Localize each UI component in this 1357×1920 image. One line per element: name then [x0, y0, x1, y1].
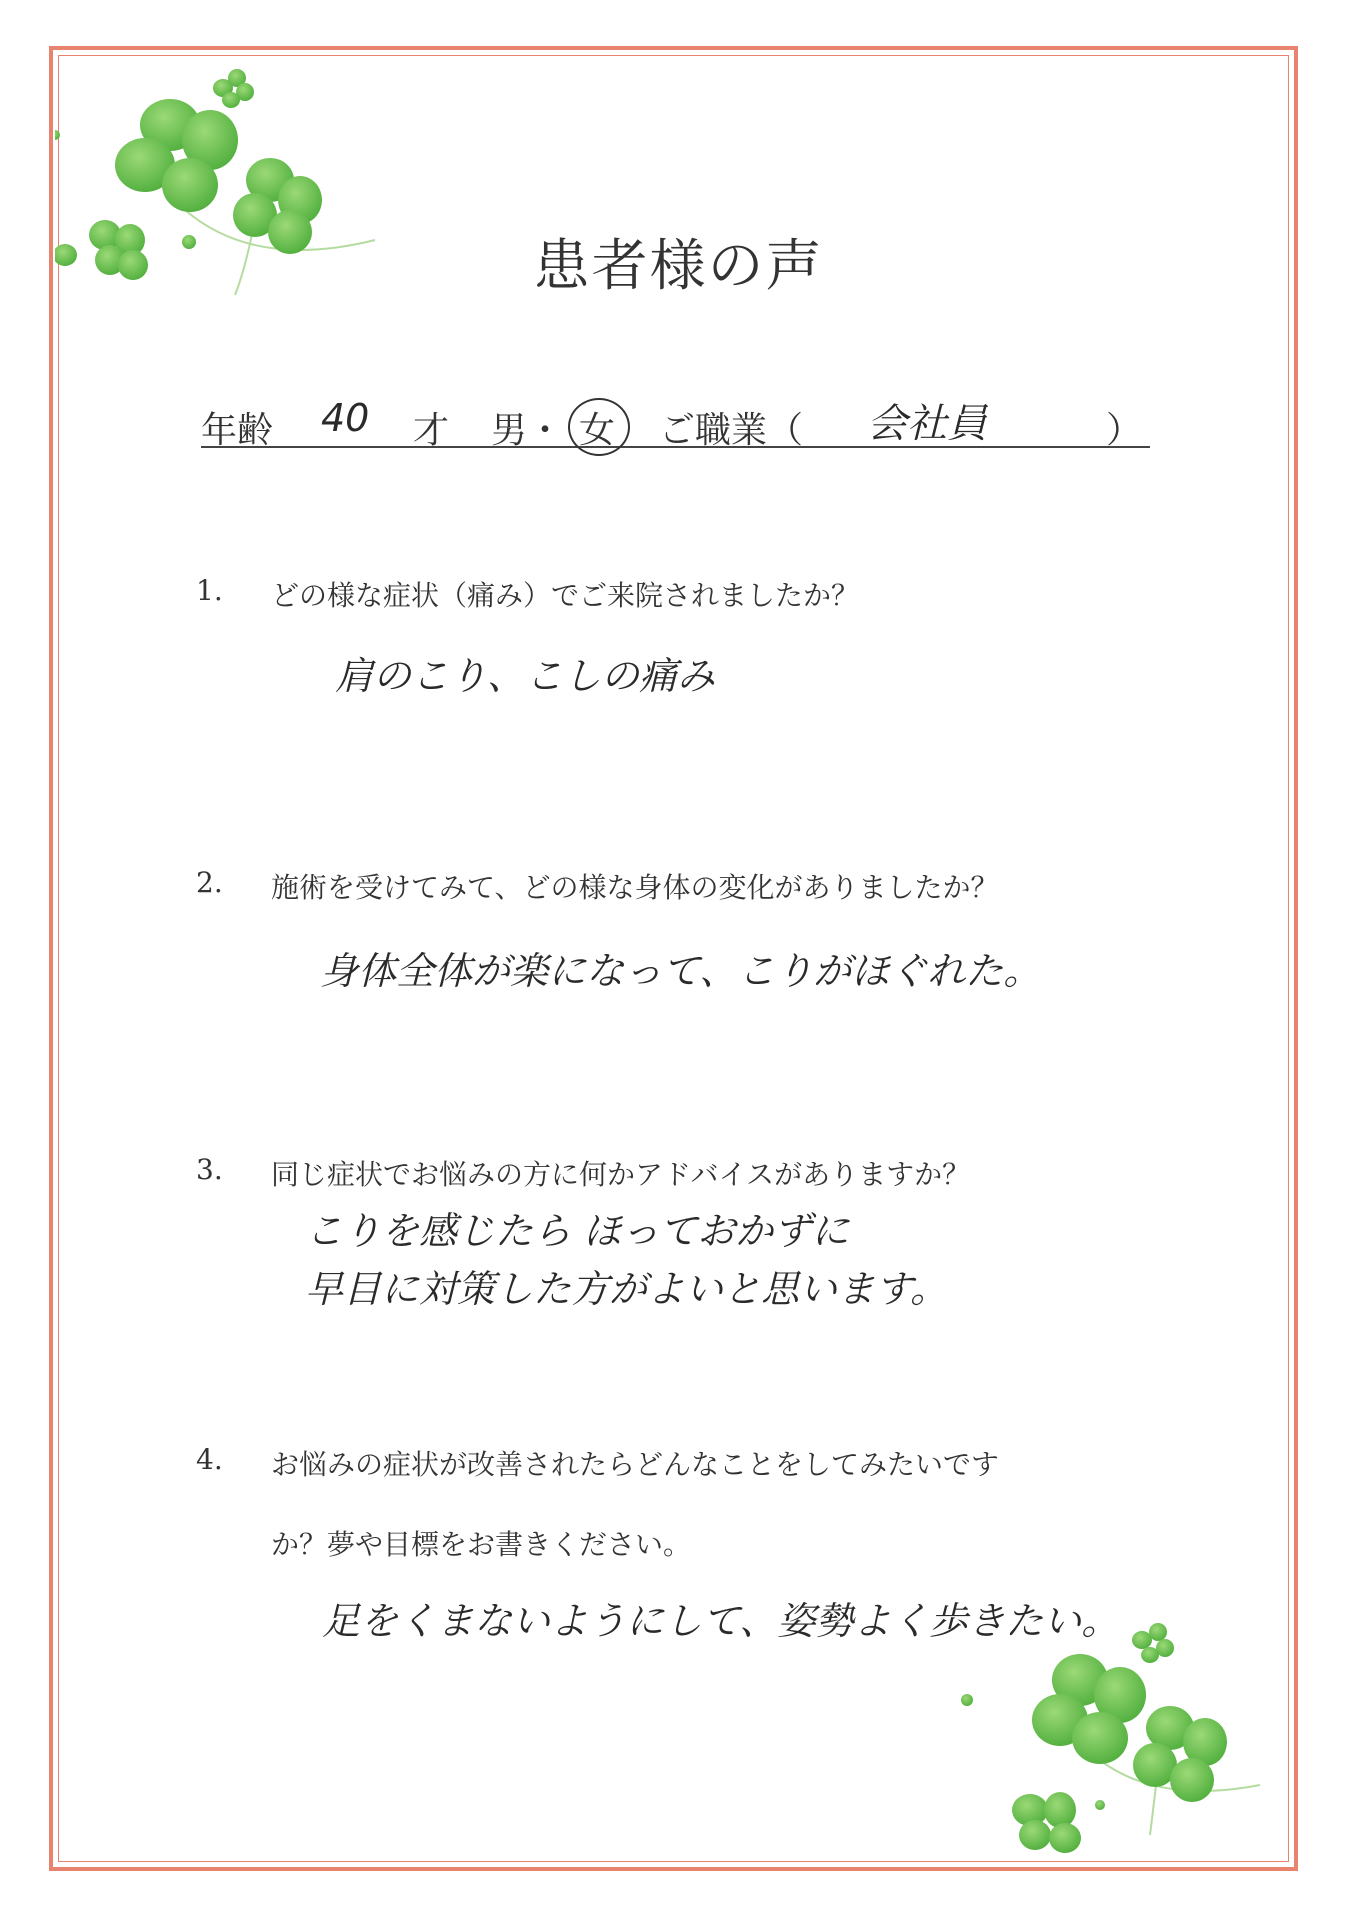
question-4-text-continued: か？夢や目標をお書きください。	[271, 1528, 692, 1561]
page-title: 患者様の声	[533, 234, 824, 299]
question-3-text: 同じ症状でお悩みの方に何かアドバイスがありますか？	[271, 1158, 971, 1191]
age-value: 40	[321, 396, 370, 440]
question-2-text: 施術を受けてみて、どの様な身体の変化がありましたか？	[271, 871, 999, 904]
age-label: 年齢	[201, 410, 274, 451]
answer-3-line-1: こりを感じたら ほっておかずに	[305, 1209, 850, 1253]
answer-4: 足をくまないようにして、姿勢よく歩きたい。	[322, 1599, 1120, 1643]
gender-male-option: 男・	[491, 410, 564, 451]
answer-1: 肩のこり、こしの痛み	[335, 654, 716, 698]
answer-3-line-2: 早目に対策した方がよいと思います。	[305, 1267, 948, 1311]
patient-info-row	[201, 396, 1150, 451]
age-unit: 才	[413, 410, 450, 451]
question-1-number: 1.	[196, 574, 223, 607]
question-4-number: 4.	[196, 1443, 223, 1476]
gender-selection-circle	[568, 398, 630, 456]
clover-decoration-bottom-right	[960, 1620, 1280, 1860]
question-4-text: お悩みの症状が改善されたらどんなことをしてみたいです	[271, 1448, 1000, 1481]
question-2-number: 2.	[196, 866, 223, 899]
job-close-paren: ）	[1106, 410, 1143, 451]
question-1-text: どの様な症状（痛み）でご来院されましたか？	[271, 579, 860, 612]
question-3-number: 3.	[196, 1153, 223, 1186]
answer-2: 身体全体が楽になって、こりがほぐれた。	[320, 949, 1042, 993]
gender-female-option: 女	[579, 410, 616, 451]
job-value: 会社員	[867, 401, 987, 447]
job-label: ご職業（	[659, 410, 804, 451]
